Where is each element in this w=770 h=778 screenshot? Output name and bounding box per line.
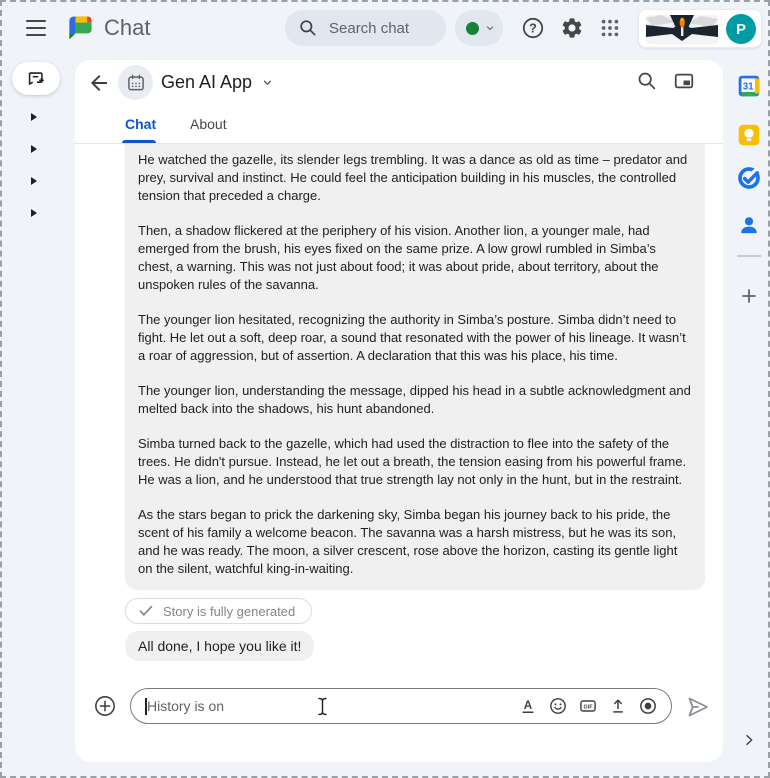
app-name: Chat xyxy=(104,15,151,40)
section-expander-icon[interactable] xyxy=(31,209,37,217)
account-avatar[interactable]: P xyxy=(726,14,756,44)
upload-icon[interactable] xyxy=(608,696,628,716)
contacts-icon[interactable] xyxy=(736,212,762,238)
search-input[interactable] xyxy=(285,10,446,46)
story-paragraph: Simba turned back to the gazelle, which had used the distraction to flee into the safety of the trees. He didn't pursue. Instead, he let out a breath, the tension easing from his powerful frame. He was a lion, and he understood that true strength lay not only in the hunt, but in the restraint. xyxy=(138,436,687,487)
rail-divider xyxy=(737,255,761,257)
svg-text:A: A xyxy=(523,698,533,712)
record-icon[interactable] xyxy=(638,696,658,716)
active-status-dot xyxy=(466,22,479,35)
section-expander-icon[interactable] xyxy=(31,113,37,121)
back-arrow-icon[interactable] xyxy=(87,71,111,95)
ibeam-cursor xyxy=(317,697,328,716)
section-expander-icon[interactable] xyxy=(31,177,37,185)
search-placeholder: Search chat xyxy=(329,19,410,37)
send-icon[interactable] xyxy=(686,696,710,718)
expand-right-icon[interactable] xyxy=(741,732,757,748)
google-apps-grid-icon[interactable] xyxy=(599,17,621,39)
story-paragraph: The younger lion, understanding the message, dipped his head in a subtle acknowledgment and melted back into the shadows, his hunt abandoned. xyxy=(138,383,691,416)
chevron-down-icon xyxy=(261,76,274,89)
bot-message-bubble xyxy=(125,631,314,661)
calendar-icon[interactable] xyxy=(736,73,762,99)
status-chip-label: Story is fully generated xyxy=(163,603,296,619)
check-icon xyxy=(139,605,153,617)
google-chat-logo-icon xyxy=(64,12,96,44)
gif-icon[interactable] xyxy=(578,696,598,716)
conversation-title-button[interactable] xyxy=(161,72,274,93)
svg-text:GIF: GIF xyxy=(583,704,593,711)
new-chat-button[interactable] xyxy=(12,62,60,95)
story-paragraph: Then, a shadow flickered at the periphery of his vision. Another lion, a younger male, had emerged from the brush, his eyes fixed on the same prize. A low growl rumbled in Simba’s chest, a warning. This was not just about food; it was about pride, about territory, about the unspoken rules of the savanna. xyxy=(138,223,659,292)
story-message xyxy=(125,144,705,590)
conversation-title: Gen AI App xyxy=(161,72,253,92)
text-format-icon[interactable] xyxy=(518,696,538,716)
presence-status-button[interactable] xyxy=(455,10,503,46)
new-chat-icon xyxy=(25,68,47,90)
chevron-down-icon xyxy=(484,22,496,34)
tab-chat[interactable]: Chat xyxy=(125,116,157,132)
bot-message-text: All done, I hope you like it! xyxy=(138,638,302,654)
settings-gear-icon[interactable] xyxy=(560,16,584,40)
profile-photo[interactable] xyxy=(646,15,718,44)
calendar-app-icon xyxy=(126,73,146,93)
message-list xyxy=(125,144,705,661)
chat-app-panel xyxy=(75,60,723,762)
svg-text:?: ? xyxy=(529,21,537,36)
message-input[interactable] xyxy=(130,688,672,724)
open-in-window-icon[interactable] xyxy=(673,70,695,92)
message-composer xyxy=(75,680,723,740)
svg-text:31: 31 xyxy=(742,81,754,93)
tab-about[interactable]: About xyxy=(190,116,227,132)
input-placeholder: History is on xyxy=(147,698,225,714)
top-bar xyxy=(0,0,770,56)
section-expander-icon[interactable] xyxy=(31,145,37,153)
emoji-icon[interactable] xyxy=(548,696,568,716)
tasks-icon[interactable] xyxy=(736,165,762,191)
help-icon[interactable] xyxy=(521,16,545,40)
composer-toolbar xyxy=(518,689,658,723)
keep-icon[interactable] xyxy=(736,122,762,148)
story-paragraph: The younger lion hesitated, recognizing the authority in Simba’s posture. Simba didn’t need to fight. He let out a soft, deep roar, a sound that resonated with the power of his lineage. It wasn’t a roar of aggression, but of assertion. A declaration that this was his place, his time. xyxy=(138,312,686,363)
main-menu-icon[interactable] xyxy=(26,20,46,36)
search-in-chat-icon[interactable] xyxy=(636,70,658,92)
story-paragraph: As the stars began to prick the darkening sky, Simba began his journey back to his pride, the scent of his family a welcome beacon. The savanna was a harsh mistress, but he was its son, and he was ready. The moon, a silver crescent, rose above the horizon, casting its gentle light on the silent, watchful king-in-waiting. xyxy=(138,507,678,576)
status-chip[interactable] xyxy=(125,598,312,624)
add-attachment-icon[interactable] xyxy=(94,695,116,717)
app-avatar xyxy=(118,65,153,100)
search-icon xyxy=(298,18,318,38)
get-add-ons-icon[interactable] xyxy=(740,287,758,305)
story-paragraph: He watched the gazelle, its slender legs trembling. It was a dance as old as time – predator and prey, survival and instinct. He could feel the anticipation building in his muscles, the controlled tension that preceded a charge. xyxy=(138,152,688,203)
account-area xyxy=(638,9,762,48)
